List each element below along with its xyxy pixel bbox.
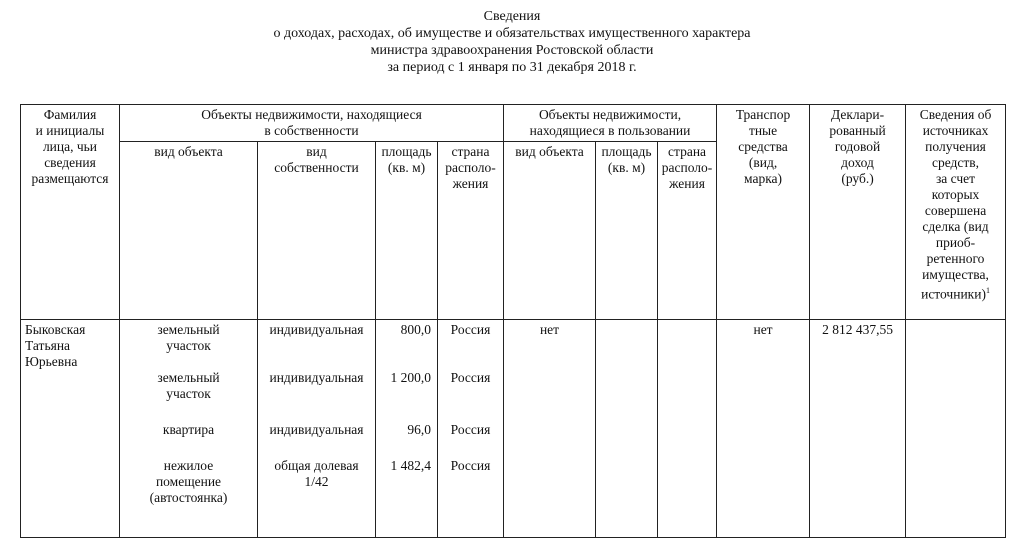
owned-ownership-cell: [258, 320, 376, 538]
header-period: за период с 1 января по 31 декабря 2018 г.: [387, 60, 637, 75]
property-country: Россия: [450, 370, 491, 385]
property-area: 96,0: [407, 422, 431, 437]
income-text: рованный: [829, 123, 886, 138]
property-ownership-text: индивидуальная: [269, 422, 364, 437]
header-subtitle: о доходах, расходах, об имуществе и обязательствах имущественного характера: [273, 26, 751, 41]
used-type-text: вид объекта: [515, 144, 584, 159]
property-area: 1 482,4: [390, 458, 431, 473]
person-name-text: Татьяна: [25, 338, 71, 353]
used-area-text: площадь: [601, 144, 652, 159]
sources-text-last: [909, 283, 1002, 303]
sources-cell: [906, 320, 1006, 538]
owned-type-cell: [120, 320, 258, 538]
col-used-country-header: [658, 142, 717, 320]
col-name-text: Фамилия: [43, 107, 97, 122]
owned-group-text: Объекты недвижимости, находящиеся: [201, 107, 422, 122]
sources-text: источники): [921, 286, 986, 302]
owned-country-text: страна: [451, 144, 490, 159]
property-ownership-text: 1/42: [304, 474, 329, 489]
col-income-header: [810, 105, 906, 320]
col-owned-ownership-header: [258, 142, 376, 320]
person-name-cell: [21, 320, 120, 538]
used-country-text: жения: [669, 176, 705, 191]
property-type: [123, 370, 254, 410]
col-used-type-header: [504, 142, 596, 320]
sources-text: совершена: [924, 203, 987, 218]
sources-text: источниках: [922, 123, 989, 138]
property-type: [123, 422, 254, 444]
person-name-text: Быковская: [25, 322, 86, 337]
owned-country-text: жения: [452, 176, 489, 191]
property-ownership: [261, 422, 372, 444]
income-text: годовой: [834, 139, 881, 154]
used-group-text: находящиеся в пользовании: [529, 123, 691, 138]
table-row: [21, 320, 1006, 538]
document-header: [0, 8, 1024, 76]
sources-text: средств,: [931, 155, 980, 170]
col-owned-area-header: [376, 142, 438, 320]
property-type-text: земельный: [157, 370, 220, 385]
header-row-1: [21, 105, 1006, 142]
property-ownership: [261, 322, 372, 362]
declaration-table: [20, 104, 1006, 538]
property-area: 1 200,0: [390, 370, 431, 385]
property-type-text: нежилое: [163, 458, 214, 473]
property-ownership: [261, 370, 372, 410]
sources-text: ретенного: [926, 251, 985, 266]
owned-area-cell: [376, 320, 438, 538]
used-country-cell: [658, 320, 717, 538]
property-area: 800,0: [400, 322, 431, 337]
income-text: Деклари-: [830, 107, 885, 122]
person-name-text: Юрьевна: [25, 354, 78, 369]
header-title: Сведения: [483, 9, 541, 24]
col-owned-type-header: [120, 142, 258, 320]
col-name-text: размещаются: [31, 171, 109, 186]
property-ownership-text: общая долевая: [274, 458, 359, 473]
transport-cell: [717, 320, 810, 538]
col-used-group-header: [504, 105, 717, 142]
col-name-header: [21, 105, 120, 320]
property-type-text: помещение: [155, 474, 222, 489]
col-owned-group-header: [120, 105, 504, 142]
transport-text: Транспор: [735, 107, 791, 122]
col-sources-header: [906, 105, 1006, 320]
property-type-text: участок: [166, 386, 211, 401]
used-country-text: страна: [668, 144, 707, 159]
owned-group-text: в собственности: [264, 123, 359, 138]
property-type: [123, 458, 254, 514]
sources-text: имущества,: [922, 267, 989, 282]
header-official: министра здравоохранения Ростовской области: [370, 43, 654, 58]
property-type-text: земельный: [157, 322, 220, 337]
property-type: [123, 322, 254, 362]
owned-country-text: располо-: [445, 160, 496, 175]
sources-text: которых: [931, 187, 980, 202]
owned-area-text: площадь: [381, 144, 432, 159]
property-type-text: квартира: [162, 422, 215, 437]
property-ownership-text: индивидуальная: [269, 370, 364, 385]
sources-text: сделка (вид: [922, 219, 989, 234]
col-used-area-header: [596, 142, 658, 320]
used-type-cell: [504, 320, 596, 538]
property-country: Россия: [450, 322, 491, 337]
sources-text: приоб-: [935, 235, 976, 250]
used-group-text: Объекты недвижимости,: [538, 107, 682, 122]
income-cell: [810, 320, 906, 538]
property-country: Россия: [450, 458, 491, 473]
transport-text: тные: [748, 123, 778, 138]
col-name-text: лица, чьи: [42, 139, 98, 154]
used-type-value: нет: [539, 322, 560, 337]
owned-country-cell: [438, 320, 504, 538]
used-area-cell: [596, 320, 658, 538]
sources-text: получения: [925, 139, 986, 154]
col-owned-country-header: [438, 142, 504, 320]
owned-ownership-text: собственности: [274, 160, 359, 175]
owned-ownership-text: вид: [306, 144, 327, 159]
col-transport-header: [717, 105, 810, 320]
footnote-mark: 1: [985, 286, 990, 295]
transport-text: марка): [744, 171, 783, 186]
sources-text: за счет: [935, 171, 976, 186]
used-area-text: (кв. м): [607, 160, 646, 175]
col-name-text: и инициалы: [35, 123, 105, 138]
transport-text: средства: [738, 139, 788, 154]
property-type-text: (автостоянка): [149, 490, 228, 505]
income-text: (руб.): [841, 171, 874, 186]
property-ownership: [261, 458, 372, 514]
sources-text: Сведения об: [919, 107, 992, 122]
col-name-text: сведения: [44, 155, 96, 170]
transport-value: нет: [753, 322, 773, 337]
owned-area-text: (кв. м): [387, 160, 426, 175]
property-type-text: участок: [166, 338, 211, 353]
property-country: Россия: [450, 422, 491, 437]
income-value: 2 812 437,55: [822, 322, 893, 337]
owned-type-text: вид объекта: [154, 144, 223, 159]
income-text: доход: [841, 155, 874, 170]
transport-text: (вид,: [748, 155, 778, 170]
used-country-text: располо-: [661, 160, 713, 175]
property-ownership-text: индивидуальная: [269, 322, 364, 337]
